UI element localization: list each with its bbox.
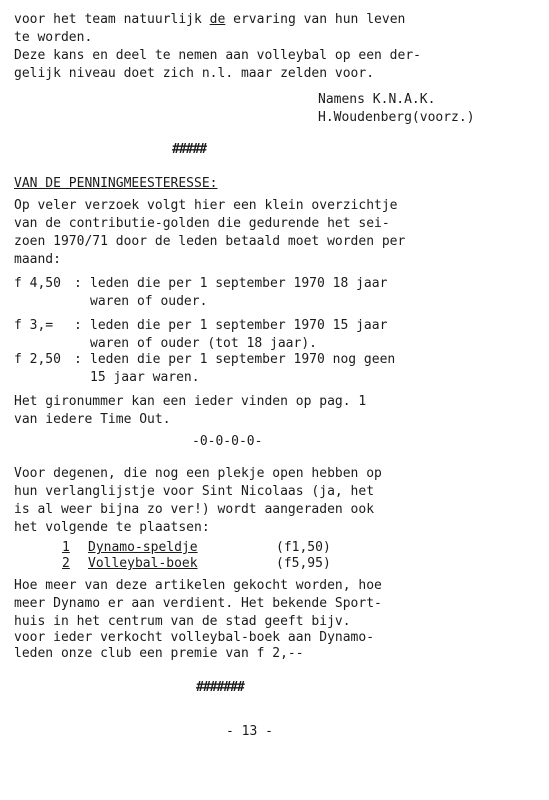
- sinterklaas-para-line-4: het volgende te plaatsen:: [14, 520, 210, 535]
- treasurer-para-line-1: Op veler verzoek volgt hier een klein overzichtje: [14, 198, 398, 213]
- rate-amount: f 2,50: [14, 352, 61, 367]
- sinterklaas-para-line-1: Voor degenen, die nog een plekje open hebben op: [14, 466, 382, 481]
- closing-line-2: meer Dynamo er aan verdient. Het bekende Sport-: [14, 596, 382, 611]
- intro-line-1-start: voor het team natuurlijk: [14, 12, 210, 27]
- sinterklaas-para-line-2: hun verlanglijstje voor Sint Nicolaas (ja, het: [14, 484, 375, 499]
- separator-hashes-1: #####: [172, 142, 207, 157]
- rate-colon: :: [74, 276, 82, 291]
- rate-text-line-1: leden die per 1 september 1970 18 jaar: [90, 276, 388, 291]
- closing-line-3: huis in het centrum van de stad geeft bijv.: [14, 614, 351, 629]
- giro-line-1: Het gironummer kan een ieder vinden op pag. 1: [14, 394, 367, 409]
- signature-line-2: H.Woudenberg(voorz.): [318, 110, 475, 125]
- closing-line-4: voor ieder verkocht volleybal-boek aan Dynamo-: [14, 630, 375, 645]
- separator-hashes-2: #######: [196, 680, 244, 695]
- item-number: 2: [62, 556, 70, 571]
- giro-line-2: van iedere Time Out.: [14, 412, 171, 427]
- intro-line-3: Deze kans en deel te nemen aan volleybal op een der-: [14, 48, 421, 63]
- intro-line-1-end: ervaring van hun leven: [225, 12, 406, 27]
- closing-line-5: leden onze club een premie van f 2,--: [14, 646, 304, 661]
- rate-amount: f 4,50: [14, 276, 61, 291]
- page-number: - 13 -: [226, 724, 273, 739]
- intro-line-1: [14, 12, 405, 28]
- treasurer-para-line-2: van de contributie-golden die gedurende het sei-: [14, 216, 390, 231]
- rate-text-line-2: waren of ouder.: [90, 294, 208, 309]
- section-heading-treasurer: VAN DE PENNINGMEESTERESSE:: [14, 176, 218, 191]
- rate-colon: :: [74, 352, 82, 367]
- closing-line-1: Hoe meer van deze artikelen gekocht worden, hoe: [14, 578, 382, 593]
- separator-dashes: -0-0-0-0-: [192, 434, 263, 449]
- item-name: Dynamo-speldje: [88, 540, 198, 555]
- item-price: (f1,50): [276, 540, 331, 555]
- sinterklaas-para-line-3: is al weer bijna zo ver!) wordt aangeraden ook: [14, 502, 375, 517]
- rate-text-line-1: leden die per 1 september 1970 nog geen: [90, 352, 396, 367]
- rate-text-line-1: leden die per 1 september 1970 15 jaar: [90, 318, 388, 333]
- intro-line-4: gelijk niveau doet zich n.l. maar zelden voor.: [14, 66, 375, 81]
- underlined-word-de: de: [209, 12, 226, 27]
- rate-colon: :: [74, 318, 82, 333]
- item-name: Volleybal-boek: [88, 556, 198, 571]
- rate-text-line-2: waren of ouder (tot 18 jaar).: [90, 336, 317, 351]
- signature-line-1: Namens K.N.A.K.: [318, 92, 436, 107]
- treasurer-para-line-3: zoen 1970/71 door de leden betaald moet worden per: [14, 234, 406, 249]
- item-price: (f5,95): [276, 556, 331, 571]
- treasurer-para-line-4: maand:: [14, 252, 61, 267]
- rate-amount: f 3,=: [14, 318, 54, 333]
- rate-text-line-2: 15 jaar waren.: [90, 370, 200, 385]
- intro-line-2: te worden.: [14, 30, 93, 45]
- item-number: 1: [62, 540, 70, 555]
